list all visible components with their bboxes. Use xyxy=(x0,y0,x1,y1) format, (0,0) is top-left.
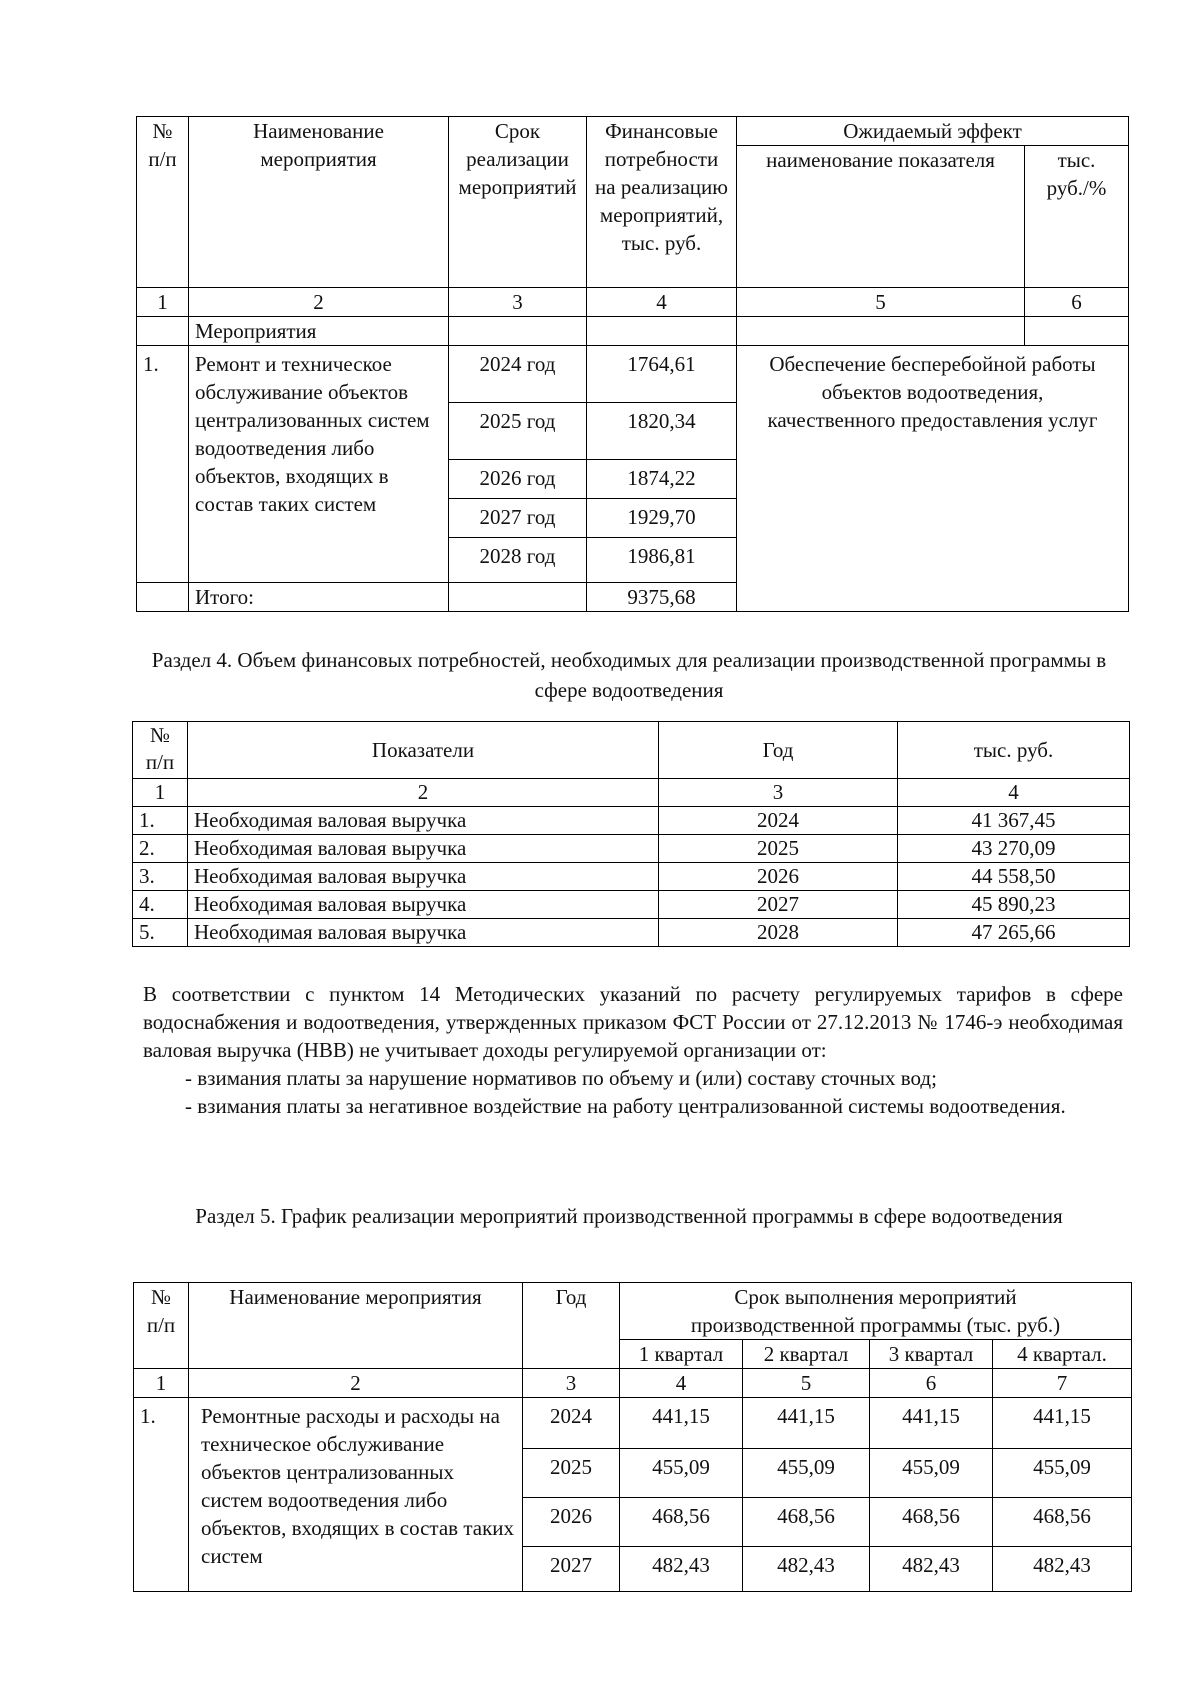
activities-table xyxy=(136,116,1129,612)
q3-cell: 455,09 xyxy=(870,1449,993,1498)
row-year: 2028 xyxy=(659,919,898,947)
value-cell: 1929,70 xyxy=(587,499,737,538)
note-main-text: В соответствии с пунктом 14 Методических указаний по расчету регулируемых тарифов в сфере водоснабжения и водоотведения, утвержденных приказом ФСТ России от 27.12.2013 № 1746-э необходимая валовая выручка (НВВ) не учитывает доходы регулируемой организации от: xyxy=(143,982,1123,1062)
table-row xyxy=(133,863,1130,891)
q4-cell: 482,43 xyxy=(993,1547,1132,1592)
table-row xyxy=(134,1398,1132,1449)
expected-effect: Обеспечение бесперебойной работы объектов водоотведения, качественного предоставления услуг xyxy=(737,346,1129,612)
year-cell: 2027 xyxy=(523,1547,620,1592)
col-num-header: № п/п xyxy=(137,117,189,288)
col-number: 1 xyxy=(137,288,189,317)
table-row xyxy=(133,891,1130,919)
item-name: Ремонтные расходы и расходы на техническое обслуживание объектов централизованных систем водоотведения либо объектов, входящих в состав таких систем xyxy=(189,1398,523,1592)
year-cell: 2025 xyxy=(523,1449,620,1498)
col-num-header: № п/п xyxy=(134,1283,189,1369)
row-value: 47 265,66 xyxy=(898,919,1130,947)
q4-cell: 455,09 xyxy=(993,1449,1132,1498)
q1-cell: 482,43 xyxy=(620,1547,743,1592)
q3-cell: 468,56 xyxy=(870,1498,993,1547)
col-year-header: Год xyxy=(659,722,898,779)
schedule-table xyxy=(133,1282,1132,1592)
year-cell: 2025 год xyxy=(449,403,587,460)
col-number: 2 xyxy=(188,779,659,807)
col-number: 3 xyxy=(659,779,898,807)
row-name: Необходимая валовая выручка xyxy=(188,919,659,947)
q2-cell: 441,15 xyxy=(743,1398,870,1449)
year-cell: 2024 xyxy=(523,1398,620,1449)
row-value: 41 367,45 xyxy=(898,807,1130,835)
value-cell: 1820,34 xyxy=(587,403,737,460)
item-name: Ремонт и техническое обслуживание объектов централизованных систем водоотведения либо объектов, входящих в состав таких систем xyxy=(189,346,449,583)
section-4-title: Раздел 4. Объем финансовых потребностей, необходимых для реализации производственной программы в сфере водоотведения xyxy=(151,648,1107,702)
row-name: Необходимая валовая выручка xyxy=(188,807,659,835)
row-number: 4. xyxy=(133,891,188,919)
col-number: 4 xyxy=(587,288,737,317)
year-cell: 2028 год xyxy=(449,538,587,583)
table-row xyxy=(133,807,1130,835)
col-year-header: Год xyxy=(523,1283,620,1369)
q4-cell: 441,15 xyxy=(993,1398,1132,1449)
col-quarter-header: 4 квартал. xyxy=(993,1340,1132,1369)
year-cell: 2026 xyxy=(523,1498,620,1547)
col-number: 7 xyxy=(993,1369,1132,1398)
row-value: 44 558,50 xyxy=(898,863,1130,891)
q2-cell: 455,09 xyxy=(743,1449,870,1498)
section-label: Мероприятия xyxy=(189,317,449,346)
col-number: 2 xyxy=(189,288,449,317)
col-number: 4 xyxy=(620,1369,743,1398)
column-numbers-row xyxy=(134,1369,1132,1398)
col-term-header: Срок реализации мероприятий xyxy=(449,117,587,288)
q3-cell: 482,43 xyxy=(870,1547,993,1592)
row-year: 2026 xyxy=(659,863,898,891)
col-term-header: Срок выполнения мероприятий производственной программы (тыс. руб.) xyxy=(620,1283,1132,1340)
col-unit-header: тыс. руб./% xyxy=(1025,146,1129,288)
row-year: 2027 xyxy=(659,891,898,919)
column-numbers-row xyxy=(133,779,1130,807)
column-numbers-row xyxy=(137,288,1129,317)
q2-cell: 482,43 xyxy=(743,1547,870,1592)
col-effect-header: Ожидаемый эффект xyxy=(737,117,1129,146)
q3-cell: 441,15 xyxy=(870,1398,993,1449)
row-number: 2. xyxy=(133,835,188,863)
total-label: Итого: xyxy=(189,583,449,612)
col-number: 5 xyxy=(737,288,1025,317)
col-num-header: № п/п xyxy=(133,722,188,779)
col-number: 6 xyxy=(870,1369,993,1398)
q1-cell: 455,09 xyxy=(620,1449,743,1498)
row-name: Необходимая валовая выручка xyxy=(188,835,659,863)
col-number: 1 xyxy=(133,779,188,807)
table-row xyxy=(137,346,1129,403)
item-number: 1. xyxy=(137,346,189,583)
item-number: 1. xyxy=(134,1398,189,1592)
col-unit-header: тыс. руб. xyxy=(898,722,1130,779)
col-indicator-header: наименование показателя xyxy=(737,146,1025,288)
col-number: 6 xyxy=(1025,288,1129,317)
col-name-header: Наименование мероприятия xyxy=(189,1283,523,1369)
col-quarter-header: 1 квартал xyxy=(620,1340,743,1369)
value-cell: 1986,81 xyxy=(587,538,737,583)
section-label-row xyxy=(137,317,1129,346)
value-cell: 1874,22 xyxy=(587,460,737,499)
q1-cell: 468,56 xyxy=(620,1498,743,1547)
revenue-table xyxy=(132,721,1130,947)
note-bullet: - взимания платы за негативное воздействие на работу централизованной системы водоотведения. xyxy=(185,1094,1066,1118)
col-number: 5 xyxy=(743,1369,870,1398)
col-number: 3 xyxy=(523,1369,620,1398)
row-value: 45 890,23 xyxy=(898,891,1130,919)
col-number: 1 xyxy=(134,1369,189,1398)
q4-cell: 468,56 xyxy=(993,1498,1132,1547)
col-indicator-header: Показатели xyxy=(188,722,659,779)
q2-cell: 468,56 xyxy=(743,1498,870,1547)
row-number: 3. xyxy=(133,863,188,891)
section-5-title: Раздел 5. График реализации мероприятий производственной программы в сфере водоотведения xyxy=(195,1204,1063,1228)
col-name-header: Наименование мероприятия xyxy=(189,117,449,288)
row-name: Необходимая валовая выручка xyxy=(188,863,659,891)
year-cell: 2024 год xyxy=(449,346,587,403)
col-quarter-header: 2 квартал xyxy=(743,1340,870,1369)
revenue-note xyxy=(143,980,1123,1120)
row-name: Необходимая валовая выручка xyxy=(188,891,659,919)
col-finance-header: Финансовые потребности на реализацию мероприятий, тыс. руб. xyxy=(587,117,737,288)
col-number: 2 xyxy=(189,1369,523,1398)
col-number: 4 xyxy=(898,779,1130,807)
year-cell: 2026 год xyxy=(449,460,587,499)
year-cell: 2027 год xyxy=(449,499,587,538)
row-year: 2025 xyxy=(659,835,898,863)
q1-cell: 441,15 xyxy=(620,1398,743,1449)
col-number: 3 xyxy=(449,288,587,317)
row-number: 5. xyxy=(133,919,188,947)
table-row xyxy=(133,835,1130,863)
table-row xyxy=(133,919,1130,947)
value-cell: 1764,61 xyxy=(587,346,737,403)
row-number: 1. xyxy=(133,807,188,835)
row-value: 43 270,09 xyxy=(898,835,1130,863)
row-year: 2024 xyxy=(659,807,898,835)
note-bullet: - взимания платы за нарушение нормативов по объему и (или) составу сточных вод; xyxy=(185,1066,937,1090)
col-quarter-header: 3 квартал xyxy=(870,1340,993,1369)
total-value: 9375,68 xyxy=(587,583,737,612)
